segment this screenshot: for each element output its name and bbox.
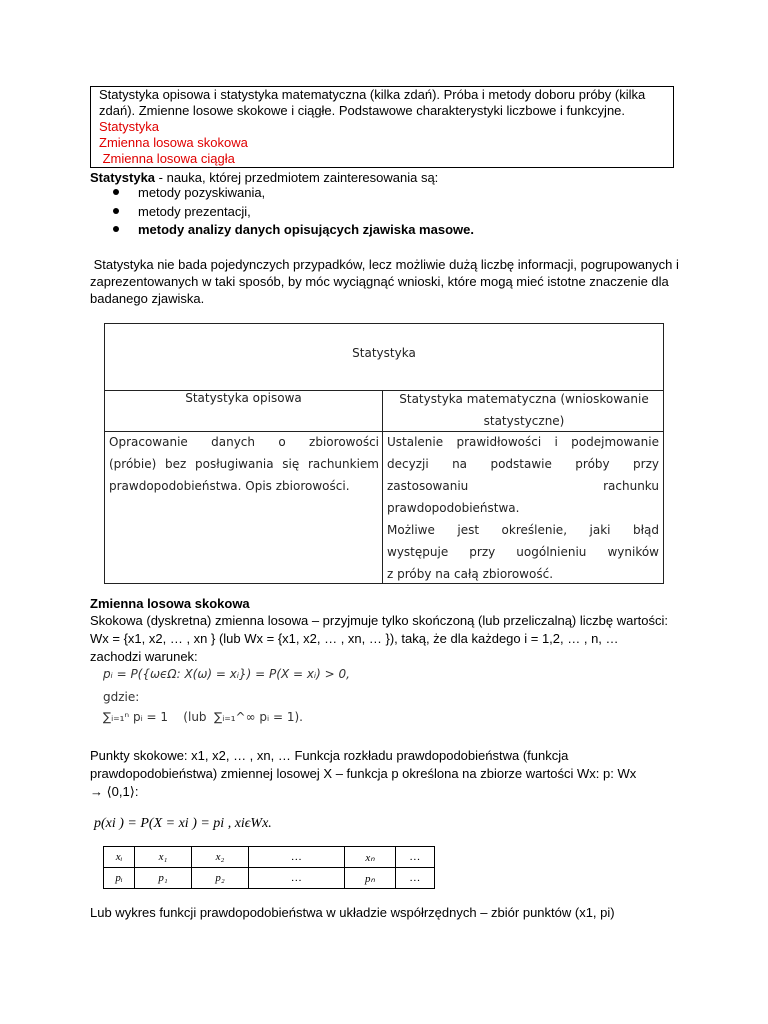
table-cell: … bbox=[249, 868, 345, 889]
table-cell: xᵢ bbox=[104, 847, 135, 868]
bullet-dot bbox=[113, 208, 119, 214]
stat-left-line: prawdopodobieństwa. Opis zbiorowości. bbox=[109, 479, 350, 493]
stat-left-head: Statystyka opisowa bbox=[185, 391, 302, 405]
punkty-line-3: → ⟨0,1⟩: bbox=[90, 784, 139, 799]
skokowa-line-1: Skokowa (dyskretna) zmienna losowa – przyjmuje tylko skończoną (lub przeliczalną) liczbę wartości: bbox=[90, 613, 669, 628]
topic-box bbox=[90, 86, 674, 168]
skokowa-line-2: Wx = {x1, x2, … , xn } (lub Wx = {x1, x2, … , xn, … }), taką, że dla każdego i = 1,2, … , n, … bbox=[90, 631, 619, 646]
skokowa-line-3: zachodzi warunek: bbox=[90, 649, 198, 664]
topic-red-3: Zmienna losowa ciągła bbox=[99, 151, 235, 166]
stat-right-line: prawdopodobieństwa. bbox=[387, 501, 520, 515]
stat-left-line: Opracowanie danych o zbiorowości bbox=[109, 435, 379, 449]
table-row bbox=[104, 847, 435, 868]
topic-line-1: Statystyka opisowa i statystyka matematyczna (kilka zdań). Próba i metody doboru próby (kilka bbox=[99, 87, 646, 102]
section-heading: Zmienna losowa skokowa bbox=[90, 596, 250, 611]
table-cell: … bbox=[396, 868, 435, 889]
intro-term: Statystyka bbox=[90, 170, 156, 185]
bullet-item-3: metody analizy danych opisujących zjawiska masowe. bbox=[138, 222, 474, 237]
stat-right-line: Możliwe jest określenie, jaki błąd bbox=[387, 523, 659, 537]
formula-sum: ∑ᵢ₌₁ⁿ pᵢ = 1 (lub ∑ᵢ₌₁^∞ pᵢ = 1). bbox=[103, 710, 303, 724]
stat-table-title: Statystyka bbox=[352, 346, 416, 360]
table-cell: … bbox=[396, 847, 435, 868]
stat-right-line: Ustalenie prawidłowości i podejmowanie bbox=[387, 435, 659, 449]
statistics-table bbox=[104, 323, 664, 584]
intro-rest: - nauka, której przedmiotem zainteresowania są: bbox=[155, 170, 439, 185]
topic-red-1: Statystyka bbox=[99, 119, 159, 134]
stat-right-line: z próby na całą zbiorowość. bbox=[387, 567, 554, 581]
formula-gdzie: gdzie: bbox=[103, 690, 140, 704]
bullet-dot bbox=[113, 226, 119, 232]
para-line-1: Statystyka nie bada pojedynczych przypadków, lecz możliwie dużą liczbę informacji, pogrupowanych i bbox=[90, 257, 679, 272]
para-line-3: badanego zjawiska. bbox=[90, 291, 205, 306]
stat-right-line: zastosowaniu rachunku bbox=[387, 479, 659, 493]
topic-line-2: zdań). Zmienne losowe skokowe i ciągłe. Podstawowe charakterystyki liczbowe i funkcyjne. bbox=[99, 103, 626, 118]
probability-table bbox=[103, 846, 435, 889]
stat-right-line: występuje przy uogólnieniu wyników bbox=[387, 545, 659, 559]
bullet-dot bbox=[113, 189, 119, 195]
table-cell: x₂ bbox=[192, 847, 249, 868]
final-line: Lub wykres funkcji prawdopodobieństwa w układzie współrzędnych – zbiór punktów (x1, pi) bbox=[90, 905, 615, 920]
table-cell: pᵢ bbox=[104, 868, 135, 889]
bullet-item-2: metody prezentacji, bbox=[138, 204, 251, 219]
table-cell: pₙ bbox=[345, 868, 396, 889]
bullet-item-1: metody pozyskiwania, bbox=[138, 185, 266, 200]
formula-pi: pᵢ = P({ωϵΩ: X(ω) = xᵢ}) = P(X = xᵢ) > 0, bbox=[103, 667, 350, 681]
table-row bbox=[104, 868, 435, 889]
stat-right-head-1: Statystyka matematyczna (wnioskowanie bbox=[399, 392, 649, 406]
topic-red-2: Zmienna losowa skokowa bbox=[99, 135, 248, 150]
para-line-2: zaprezentowanych w taki sposób, by móc wyciągnąć wnioski, które mogą mieć istotne znaczenie dla bbox=[90, 274, 669, 289]
table-cell: p₂ bbox=[192, 868, 249, 889]
table-cell: x₁ bbox=[135, 847, 192, 868]
stat-right-head-2: statystyczne) bbox=[483, 414, 565, 428]
stat-right-line: decyzji na podstawie próby przy bbox=[387, 457, 659, 471]
formula-pxi: p(xi ) = P(X = xi ) = pi , xiϵWx. bbox=[94, 816, 272, 831]
punkty-line-2: prawdopodobieństwa) zmiennej losowej X – funkcja p określona na zbiorze wartości Wx: p: Wx bbox=[90, 766, 637, 781]
stat-left-line: (próbie) bez posługiwania się rachunkiem bbox=[109, 457, 379, 471]
punkty-line-1: Punkty skokowe: x1, x2, … , xn, … Funkcja rozkładu prawdopodobieństwa (funkcja bbox=[90, 748, 569, 763]
table-cell: … bbox=[249, 847, 345, 868]
table-cell: p₁ bbox=[135, 868, 192, 889]
table-cell: xₙ bbox=[345, 847, 396, 868]
